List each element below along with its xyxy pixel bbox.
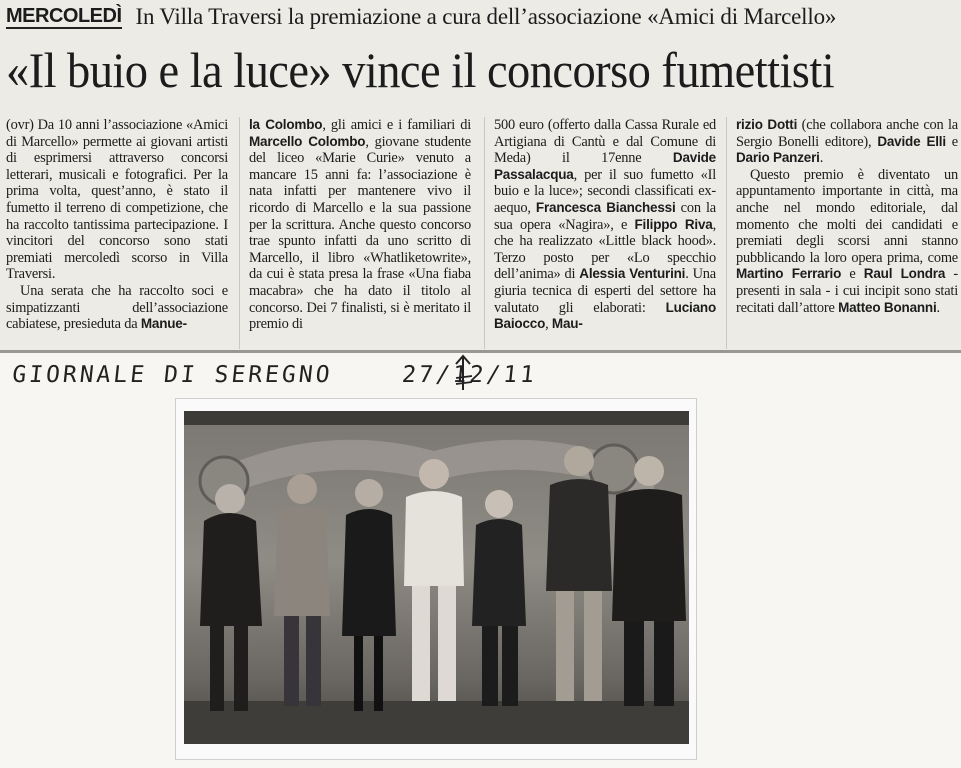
article-column-3 [494,117,716,349]
article-column-1 [6,117,228,349]
text-run: . [819,150,824,167]
bold-name: Martino Ferrario [736,266,842,282]
bold-name: Raul Londra [863,266,946,282]
group-photo [184,411,689,744]
text-run: (che collabora anche con la Sergio Bonelli editore), [736,117,958,150]
article-paragraph [6,283,228,333]
article-paragraph [249,117,471,333]
article-column-4 [736,117,958,349]
subtitle: In Villa Traversi la premiazione a cura dell’associazione «Amici di Marcello» [135,4,837,29]
text-run: , [545,316,552,333]
kicker-row [6,4,956,32]
bold-name: Dario Panzeri [736,150,820,166]
handwritten-date: 27/12/11 [400,362,539,388]
column-divider [484,117,485,349]
headline: «Il buio e la luce» vince il concorso fumettisti [6,42,835,98]
text-run: e [945,133,958,150]
text-run: Una serata che ha raccolto soci e simpatizzanti dell’associazione cabiatese, presieduta da [6,282,228,333]
article-column-2 [249,117,471,349]
article-paragraph [6,117,228,283]
article-paragraph [736,117,958,167]
column-divider [726,117,727,349]
text-run: 500 euro (offerto dalla Cassa Rurale ed Artigiana di Cantù e dal Comune di Meda) il 17enne [494,117,716,167]
group-photo-seven-people-icon [184,411,689,744]
article-paragraph [494,117,716,333]
kicker: MERCOLEDÌ [6,5,122,27]
text-run: , per il suo fumetto «Il buio e la luce»; secondi classificati ex-aequo, [494,166,716,216]
bold-name: Luciano Baiocco [494,299,716,332]
bold-name: Matteo Bonanni [838,299,937,315]
column-divider [239,117,240,349]
handwritten-arrow-icon [450,354,480,392]
article-body [6,117,956,349]
text-run: , gli amici e i familiari di [322,117,471,133]
bold-name: Alessia Venturini [579,266,686,282]
bold-name: Filippo Riva [634,216,713,232]
text-run: con la sua opera «Nagira», e [494,199,716,233]
bold-name: Manue- [140,316,187,332]
text-run: . Una giuria tecnica di esperti del settore ha valutato gli elaborati: [494,266,716,316]
bold-name: Davide Passalacqua [494,150,716,182]
clipping-edge [0,350,961,353]
text-run: , che ha realizzato «Little black hood». Terzo posto per «Lo specchio dell’anima» di [494,216,716,283]
text-run: . [936,299,940,316]
article-paragraph [736,167,958,316]
text-run: - presenti in sala - i cui incipit sono stati recitati dall’attore [736,266,958,316]
bold-name: Davide Elli [877,133,946,149]
handwritten-annotation [10,362,539,394]
text-run: (ovr) Da 10 anni l’associazione «Amici di Marcello» permette ai giovani artisti di esprimersi attraverso concorsi letterari, musicali e fotografici. Per la prima volta, quest’anno, è stato il fumetto il terreno di competizione, che ha raccolto tantissima partecipazione. I vincitori del concorso sono stati premiati mercoledì scorso in Villa Traversi. [6,117,228,283]
text-run: , giovane studente del liceo «Marie Curie» venuto a mancare 15 anni fa: l’associazione è nata infatti per mantenere vivo il ricordo di Marcello e la sua passione per la scrittura. Anche questo concorso trae spunto infatti da uno scritto di Marcello, il libro «Whatliketowrite», da cui è stata presa la frase «Una fiaba macabra» che ha dato il titolo al concorso. Dei 7 finalisti, si è meritato il premio di [249,133,471,333]
bold-name: Marcello Colombo [249,133,366,149]
bold-name: Mau- [551,316,583,332]
text-run: Questo premio è diventato un appuntamento importante in città, ma anche nel mondo editoriale, dal momento che molti dei candidati e premiati degli scorsi anni stanno pubblicando la loro opera prima, come [736,166,958,266]
text-run: e [841,266,864,283]
handwritten-source: GIORNALE DI SEREGNO [10,362,334,388]
bold-name: Francesca Bianchessi [535,199,676,215]
bold-name: la Colombo [249,117,323,132]
newspaper-clipping [0,0,961,352]
bold-name: rizio Dotti [736,117,798,132]
